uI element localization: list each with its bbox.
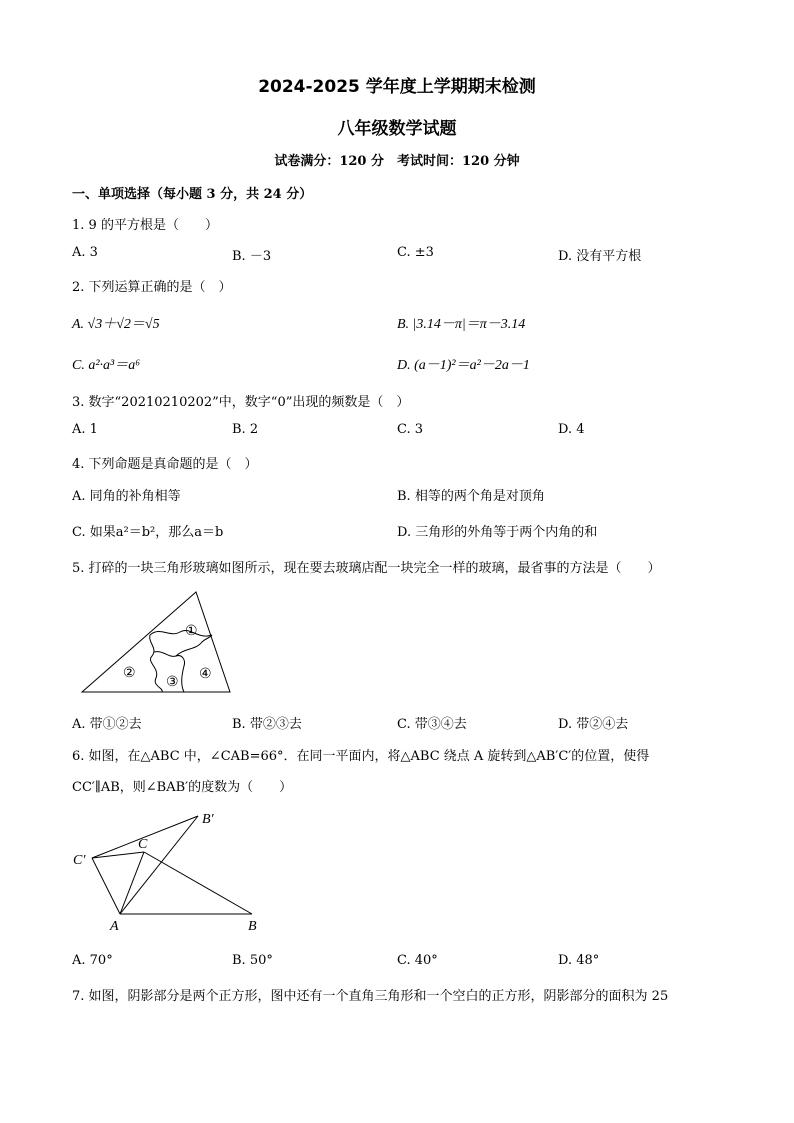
q3-option-a: A. 1 [72,422,98,437]
question-4-stem: 4. 下列命题是真命题的是（ ） [72,457,258,472]
crack-line-2 [150,635,162,692]
question-5-stem: 5. 打碎的一块三角形玻璃如图所示，现在要去玻璃店配一块完全一样的玻璃，最省事的方法是（ ） [72,561,661,576]
q1-option-a: A. 3 [72,245,98,260]
q4-option-b: B. 相等的两个角是对顶角 [397,489,545,504]
q2-option-a: A. √3＋√2＝√5 [72,317,160,332]
broken-glass-triangle-figure [72,588,242,698]
question-2-stem: 2. 下列运算正确的是（ ） [72,280,232,295]
question-7-stem: 7. 如图，阴影部分是两个正方形，图中还有一个直角三角形和一个空白的正方形，阴影部分的面积为 25 [72,989,669,1004]
q4-option-d: D. 三角形的外角等于两个内角的和 [397,525,598,540]
q3-option-c: C. 3 [397,422,424,437]
question-3-stem: 3. 数字“20210210202”中，数字“0”出现的频数是（ ） [72,395,410,410]
question-1-stem: 1. 9 的平方根是（ ） [72,218,218,233]
question-6-stem-line1: 6. 如图，在△ABC 中，∠CAB=66°．在同一平面内，将△ABC 绕点 A 旋转到△AB′C′的位置，使得 [72,749,650,764]
q4-option-a: A. 同角的补角相等 [72,489,181,504]
question-6-stem-line2: CC′∥AB，则∠BAB′的度数为（ ） [72,780,293,795]
exam-subtitle: 八年级数学试题 [337,119,457,139]
exam-info: 试卷满分：120 分 考试时间：120 分钟 [274,154,520,169]
segment-cb [144,852,252,914]
q1-option-b: B. －3 [232,249,272,264]
q5-option-c: C. 带③④去 [397,717,467,732]
q3-option-b: B. 2 [232,422,259,437]
q2-option-c: C. a²·a³＝a⁶ [72,358,141,373]
piece-2-label: ② [123,666,136,681]
label-a: A [110,919,119,934]
piece-4-label: ④ [199,667,212,682]
segment-ac [120,852,144,914]
q4-option-c: C. 如果a²＝b²，那么a＝b [72,525,224,540]
rotated-triangle-figure [70,806,270,936]
q6-option-b: B. 50° [232,953,273,968]
q5-option-d: D. 带②④去 [558,717,629,732]
q6-option-d: D. 48° [558,953,600,968]
label-c: C [138,837,148,852]
crack-line-1 [150,630,212,636]
label-c-prime: C′ [73,853,86,868]
segment-abprime [120,816,198,914]
q2-option-d: D. (a－1)²＝a²－2a－1 [397,358,530,373]
q2-option-b: B. |3.14－π|＝π－3.14 [397,317,526,332]
q5-option-a: A. 带①②去 [72,717,142,732]
q6-option-c: C. 40° [397,953,438,968]
piece-3-label: ③ [166,675,179,690]
label-b-prime: B′ [202,812,214,827]
label-b: B [248,919,257,934]
q3-option-d: D. 4 [558,422,585,437]
q6-option-a: A. 70° [72,953,113,968]
piece-1-label: ① [185,624,198,639]
exam-title: 2024-2025 学年度上学期期末检测 [258,77,536,97]
section-heading: 一、单项选择（每小题 3 分，共 24 分） [72,187,313,202]
q1-option-c: C. ±3 [397,245,434,260]
segment-acprime [92,858,120,914]
q1-option-d: D. 没有平方根 [558,249,642,264]
q5-option-b: B. 带②③去 [232,717,302,732]
